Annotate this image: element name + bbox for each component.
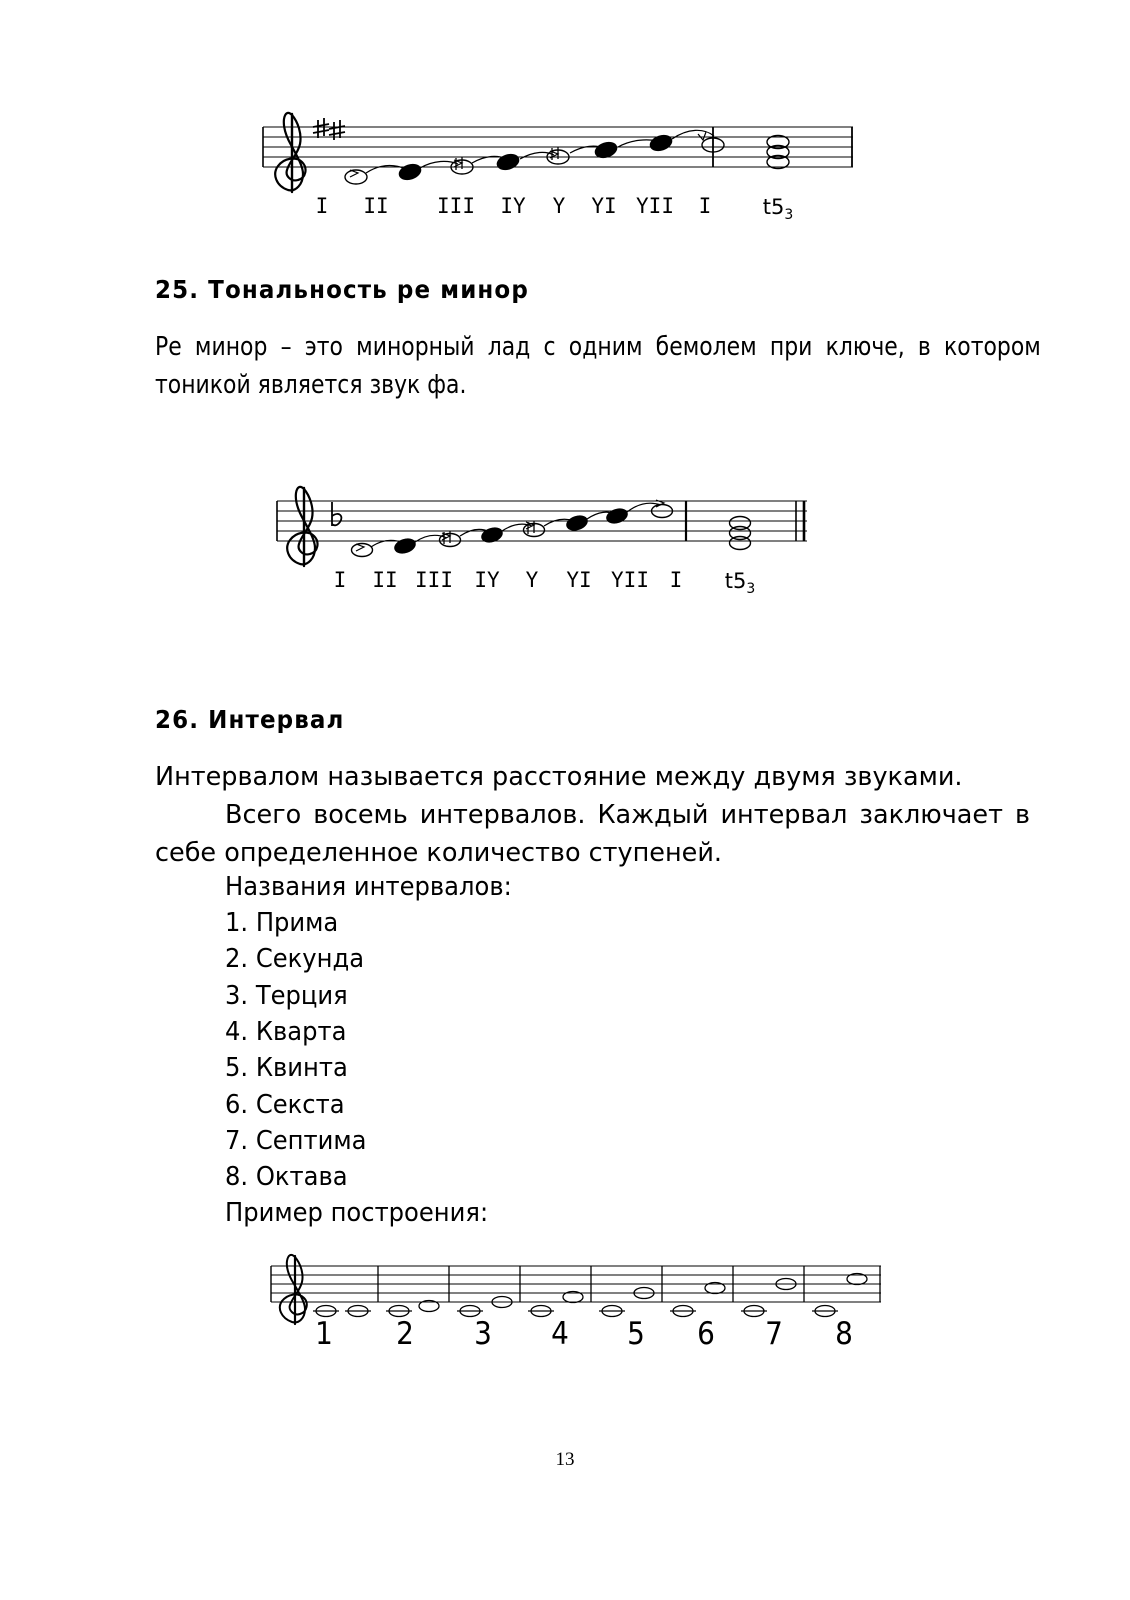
list-item-8: 8. Октава [225,1162,348,1192]
list-item-6: 6. Секста [225,1090,345,1120]
section-26-paragraph-2: Всего восемь интервалов. Каждый интервал заключает в себе определенное количество ступеней. [155,800,1030,868]
interval-number-6: 6 [697,1316,715,1352]
degree-label-4: IY [474,568,500,592]
degree-label-7: YII [636,194,674,218]
staff-middle-notation [272,478,812,578]
list-item-3: 3. Терция [225,981,348,1011]
interval-list-title: Названия интервалов: [225,872,512,902]
degree-label-2: II [372,568,398,592]
degree-label-8: I [698,194,712,218]
interval-number-5: 5 [627,1316,645,1352]
chord-label-text: t5 [724,569,747,593]
treble-clef-icon [287,487,317,566]
interval-number-1: 1 [315,1316,333,1352]
chord-label-tonic-triad [725,569,756,597]
music-staff-top [258,100,858,224]
section-26-heading: 26. Интервал [155,705,345,734]
degree-label-7: YII [611,568,649,592]
degree-label-8: I [669,568,683,592]
degree-label-3: III [415,568,453,592]
staff-top-notation [258,100,858,200]
interval-number-7: 7 [765,1316,783,1352]
degree-label-6: YI [591,194,617,218]
chord-label-text: t5 [762,195,785,219]
list-item-1: 1. Прима [225,908,339,938]
list-item-5: 5. Квинта [225,1053,348,1083]
tonic-triad-chord [767,136,789,169]
treble-clef-icon [275,113,305,192]
degree-label-4: IY [500,194,526,218]
example-label: Пример построения: [225,1198,489,1228]
chord-label-sub: 3 [746,581,756,598]
music-staff-intervals [266,1248,886,1368]
list-item-4: 4. Кварта [225,1017,347,1047]
chord-label-tonic-triad [763,195,794,223]
interval-number-4: 4 [551,1316,569,1352]
degree-label-5: Y [552,194,566,218]
degree-label-5: Y [525,568,539,592]
section-25-heading: 25. Тональность ре минор [155,275,529,304]
list-item-2: 2. Секунда [225,944,365,974]
interval-number-8: 8 [835,1316,853,1352]
section-26-paragraph-1: Интервалом называется расстояние между двумя звуками. [155,762,963,792]
degree-label-2: II [363,194,389,218]
interval-number-2: 2 [396,1316,414,1352]
degree-label-1: I [333,568,347,592]
chord-label-sub: 3 [784,207,794,224]
interval-notes [313,1274,867,1317]
degree-label-3: III [437,194,475,218]
page-number: 13 [555,1449,575,1470]
treble-clef-icon [280,1255,307,1324]
music-staff-middle [272,478,812,598]
staff-intervals-notation [266,1248,886,1328]
degree-label-6: YI [566,568,592,592]
scale-notes [345,133,724,184]
degree-label-1: I [315,194,329,218]
flat-key-signature-icon [332,502,341,526]
interval-number-3: 3 [474,1316,492,1352]
section-25-paragraph: Ре минор – это минорный лад с одним бемолем при ключе, в котором тоникой является звук фа. [155,332,1041,400]
list-item-7: 7. Септима [225,1126,367,1156]
